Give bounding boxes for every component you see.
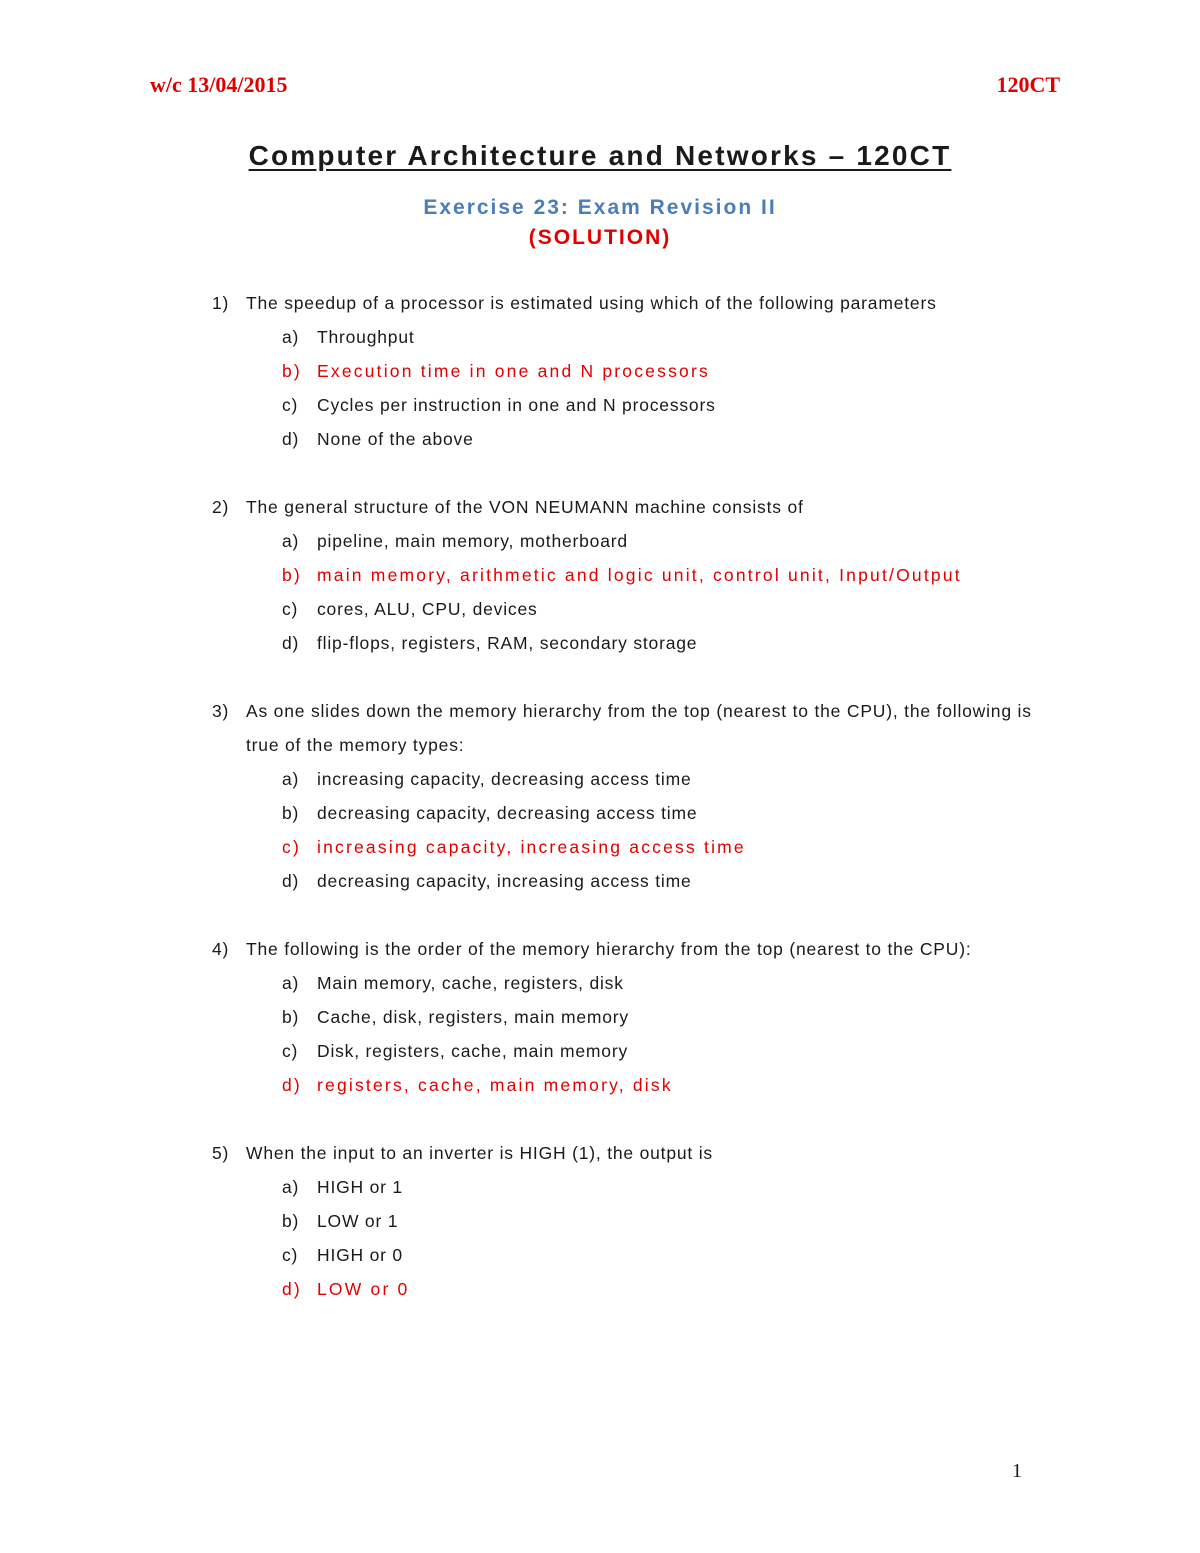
document-title-text: Computer Architecture and Networks – 120CT [248, 140, 952, 171]
option-text: decreasing capacity, decreasing access time [317, 803, 698, 823]
option-letter: a) [282, 531, 300, 551]
option-letter: c) [282, 837, 301, 857]
question-1 [212, 286, 1032, 456]
option-letter: a) [282, 327, 300, 347]
option-text: increasing capacity, decreasing access time [317, 769, 692, 789]
answer-option [282, 626, 1032, 660]
answer-option [282, 966, 1032, 1000]
option-letter: d) [282, 633, 300, 653]
question-text: The following is the order of the memory hierarchy from the top (nearest to the CPU): [246, 939, 972, 959]
option-letter: c) [282, 1245, 299, 1265]
question-2 [212, 490, 1032, 660]
answer-option [282, 1170, 1032, 1204]
option-text: LOW or 1 [317, 1211, 399, 1231]
answer-option [282, 762, 1032, 796]
answer-option [282, 524, 1032, 558]
option-list [212, 320, 1032, 456]
option-text: LOW or 0 [317, 1279, 410, 1299]
option-text: HIGH or 1 [317, 1177, 403, 1197]
question-row [212, 694, 1032, 762]
option-letter: d) [282, 1075, 302, 1095]
correct-answer-option [282, 1272, 1032, 1306]
option-letter: b) [282, 1211, 300, 1231]
document-title [0, 140, 1200, 172]
option-letter: b) [282, 1007, 300, 1027]
question-row [212, 932, 1032, 966]
header-course-code: 120CT [996, 72, 1060, 97]
option-list [212, 524, 1032, 660]
option-letter: c) [282, 1041, 299, 1061]
option-text: cores, ALU, CPU, devices [317, 599, 538, 619]
option-letter: a) [282, 769, 300, 789]
answer-option [282, 422, 1032, 456]
answer-option [282, 1238, 1032, 1272]
question-row [212, 286, 1032, 320]
option-letter: d) [282, 1279, 302, 1299]
option-letter: d) [282, 871, 300, 891]
answer-option [282, 1034, 1032, 1068]
question-row [212, 1136, 1032, 1170]
option-text: Main memory, cache, registers, disk [317, 973, 624, 993]
question-number: 2) [212, 497, 230, 517]
answer-option [282, 864, 1032, 898]
option-text: Cycles per instruction in one and N processors [317, 395, 716, 415]
correct-answer-option [282, 1068, 1032, 1102]
question-text: When the input to an inverter is HIGH (1), the output is [246, 1143, 713, 1163]
option-text: HIGH or 0 [317, 1245, 403, 1265]
answer-option [282, 320, 1032, 354]
question-text: As one slides down the memory hierarchy from the top (nearest to the CPU), the following is true of the memory types: [246, 701, 1032, 755]
answer-option [282, 796, 1032, 830]
option-text: Cache, disk, registers, main memory [317, 1007, 629, 1027]
solution-label: (SOLUTION) [528, 226, 672, 249]
option-text: flip-flops, registers, RAM, secondary storage [317, 633, 698, 653]
question-number: 4) [212, 939, 230, 959]
option-list [212, 762, 1032, 898]
question-3 [212, 694, 1032, 898]
option-text: main memory, arithmetic and logic unit, control unit, Input/Output [317, 565, 962, 585]
question-row [212, 490, 1032, 524]
correct-answer-option [282, 354, 1032, 388]
option-text: Throughput [317, 327, 415, 347]
option-letter: c) [282, 395, 299, 415]
option-letter: b) [282, 361, 302, 381]
option-text: Execution time in one and N processors [317, 361, 710, 381]
option-text: Disk, registers, cache, main memory [317, 1041, 628, 1061]
answer-option [282, 1204, 1032, 1238]
question-5 [212, 1136, 1032, 1306]
option-list [212, 966, 1032, 1102]
question-number: 3) [212, 701, 230, 721]
option-list [212, 1170, 1032, 1306]
option-letter: b) [282, 565, 302, 585]
document-subtitle: Exercise 23: Exam Revision II [423, 196, 777, 219]
option-text: registers, cache, main memory, disk [317, 1075, 673, 1095]
answer-option [282, 388, 1032, 422]
option-letter: d) [282, 429, 300, 449]
option-letter: c) [282, 599, 299, 619]
option-letter: b) [282, 803, 300, 823]
option-text: increasing capacity, increasing access time [317, 837, 746, 857]
option-text: pipeline, main memory, motherboard [317, 531, 628, 551]
correct-answer-option [282, 830, 1032, 864]
question-list [212, 286, 1032, 1340]
page-number: 1 [1012, 1460, 1022, 1482]
header-week: w/c 13/04/2015 [150, 72, 288, 97]
question-text: The speedup of a processor is estimated using which of the following parameters [246, 293, 937, 313]
correct-answer-option [282, 558, 1032, 592]
option-text: decreasing capacity, increasing access time [317, 871, 692, 891]
question-number: 1) [212, 293, 230, 313]
answer-option [282, 592, 1032, 626]
option-letter: a) [282, 973, 300, 993]
question-4 [212, 932, 1032, 1102]
option-letter: a) [282, 1177, 300, 1197]
option-text: None of the above [317, 429, 474, 449]
answer-option [282, 1000, 1032, 1034]
question-text: The general structure of the VON NEUMANN machine consists of [246, 497, 804, 517]
question-number: 5) [212, 1143, 230, 1163]
